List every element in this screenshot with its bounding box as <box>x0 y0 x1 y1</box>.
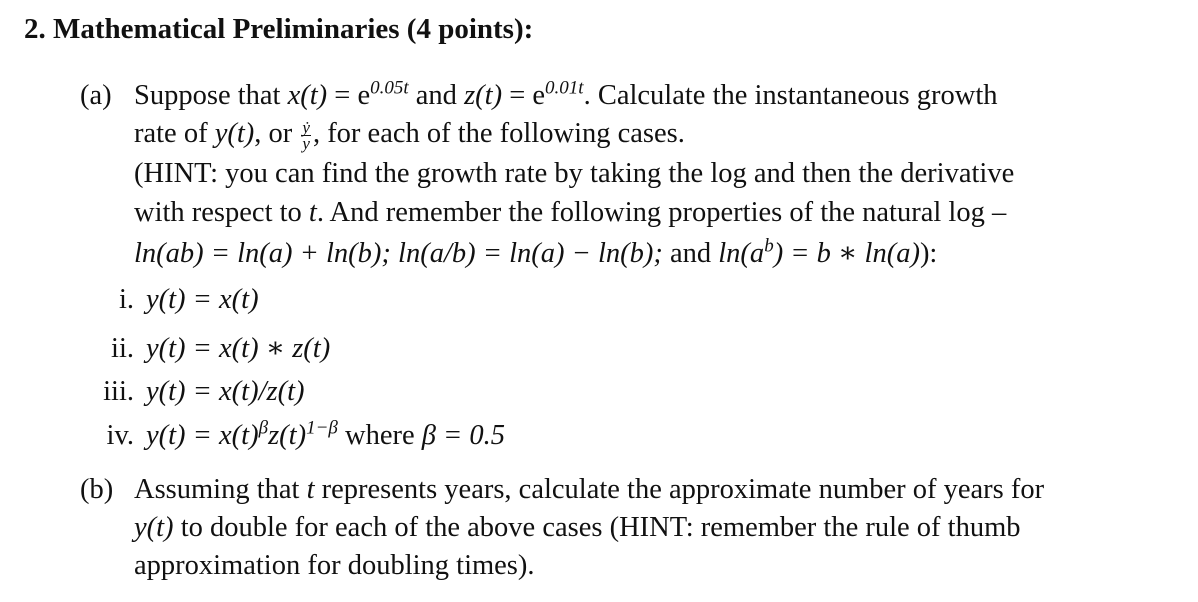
log-property-2: ln(a <box>718 238 765 269</box>
case-expression: y(t) = x(t) <box>146 420 259 451</box>
part-b-text: to double for each of the above cases (HINT: remember the rule of thumb <box>173 512 1021 543</box>
case-iv <box>78 417 506 452</box>
hint-text: with respect to <box>134 197 309 228</box>
part-a-line-2 <box>134 118 685 151</box>
part-a-text: , or <box>254 118 300 149</box>
math-eq: = e <box>502 80 546 111</box>
hint-text: ): <box>919 238 938 269</box>
case-expression: y(t) = x(t) <box>146 284 259 315</box>
part-b-line-2 <box>134 512 1021 544</box>
case-number: iv. <box>106 420 134 451</box>
case-i <box>78 284 259 316</box>
math-z-of-t: z(t) <box>464 80 503 111</box>
math-exponent-z: 0.01t <box>545 77 584 99</box>
log-property-2-end: ) = b ∗ ln(a) <box>773 238 920 269</box>
part-b-line-3: approximation for doubling times). <box>134 550 535 581</box>
case-number: ii. <box>111 333 134 364</box>
case-ii <box>78 331 330 365</box>
math-y-of-t: y(t) <box>214 118 255 149</box>
case-exponent: 1−β <box>306 417 338 439</box>
part-b-line-1 <box>134 474 1044 506</box>
part-b-label: (b) <box>80 474 114 505</box>
part-a-text: rate of <box>134 118 215 149</box>
case-exponent: β <box>258 417 269 439</box>
hint-line-2 <box>134 197 1006 229</box>
part-a-text: and <box>408 80 465 111</box>
part-a-text: , for each of the following cases. <box>312 118 685 149</box>
beta-value: β = 0.5 <box>421 420 506 451</box>
growth-rate-fraction <box>301 117 311 153</box>
part-a-label: (a) <box>80 80 112 111</box>
part-a-text: . Calculate the instantaneous growth <box>583 80 998 111</box>
part-a-line-1 <box>134 77 998 112</box>
case-expression: y(t) = x(t) ∗ z(t) <box>146 333 331 364</box>
case-expression: y(t) = x(t)/z(t) <box>146 376 305 407</box>
hint-line-1: (HINT: you can find the growth rate by taking the log and then the derivative <box>134 158 1015 189</box>
log-property-exponent: b <box>764 235 774 257</box>
case-expression: z(t) <box>268 420 307 451</box>
log-property-1: ln(ab) = ln(a) + ln(b); ln(a/b) = ln(a) − ln(b); <box>134 238 663 269</box>
log-properties-line <box>134 236 937 270</box>
part-a-text: Suppose that <box>134 80 288 111</box>
question-title: 2. Mathematical Preliminaries (4 points): <box>24 13 534 45</box>
fraction-numerator: ẏ <box>302 117 310 137</box>
case-number: iii. <box>103 376 134 407</box>
case-where: where <box>337 420 422 451</box>
part-b-text: Assuming that <box>134 474 307 505</box>
case-iii <box>78 376 305 408</box>
hint-text: . And remember the following properties of the natural log – <box>316 197 1007 228</box>
math-eq: = e <box>327 80 371 111</box>
math-x-of-t: x(t) <box>287 80 328 111</box>
part-b-text: represents years, calculate the approximate number of years for <box>314 474 1045 505</box>
hint-text: and <box>662 238 719 269</box>
math-t: t <box>306 474 315 505</box>
case-number: i. <box>118 284 134 315</box>
math-y-of-t: y(t) <box>134 512 174 543</box>
math-t: t <box>308 197 317 228</box>
math-exponent-x: 0.05t <box>370 77 409 99</box>
fraction-denominator: y <box>302 133 310 153</box>
